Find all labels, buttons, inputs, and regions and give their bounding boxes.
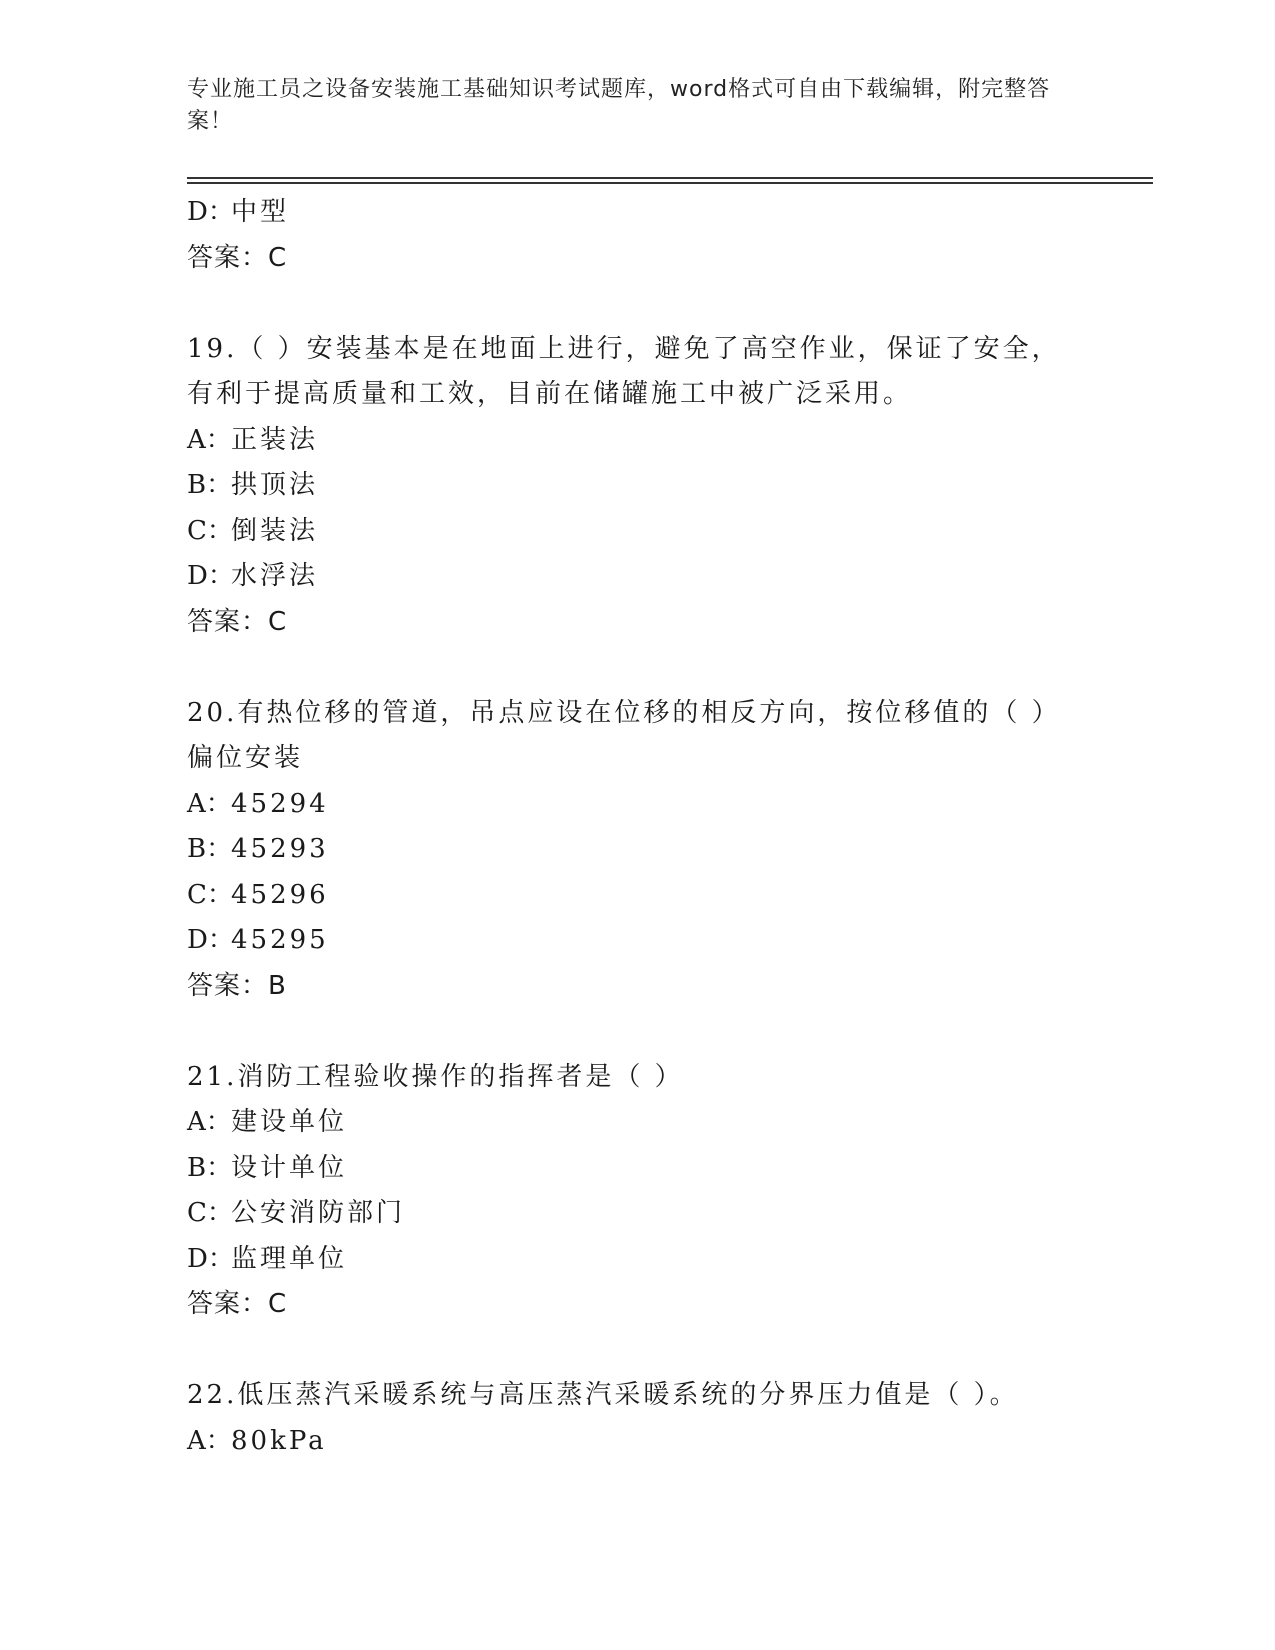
option-b: B：45293 [187,834,329,864]
document-header: 专业施工员之设备安装施工基础知识考试题库，word格式可自由下载编辑，附完整答案！ [187,77,1051,134]
answer-line: 答案：C [187,1289,288,1319]
option-b: B：拱顶法 [187,470,319,500]
answer-line: 答案：B [187,970,287,1001]
option-d: D：水浮法 [187,561,319,591]
question-stem-cont: 偏位安装 [187,743,304,773]
question-stem: 22.低压蒸汽采暖系统与高压蒸汽采暖系统的分界压力值是（ ）。 [187,1380,1019,1410]
question-list [187,190,1087,1464]
option-c: C：倒装法 [187,515,319,546]
option-c: C：公安消防部门 [187,1198,406,1228]
question-stem: 20.有热位移的管道，吊点应设在位移的相反方向，按位移值的（ ） [187,697,1061,728]
option-b: B：设计单位 [187,1152,348,1183]
question-stem: 21.消防工程验收操作的指挥者是（ ） [187,1061,684,1092]
option-a: A：80kPa [187,1425,327,1456]
option-c: C：45296 [187,879,329,910]
header-divider-top [187,177,1153,179]
answer-line: 答案：C [187,242,288,273]
question-stem: 19.（ ）安装基本是在地面上进行，避免了高空作业，保证了安全， [187,333,1061,364]
option-a: A：建设单位 [187,1107,348,1137]
option-d: D：中型 [187,197,290,227]
option-a: A：45294 [187,788,329,819]
option-a: A：正装法 [187,424,319,455]
answer-line: 答案：C [187,606,288,637]
option-d: D：45295 [187,925,329,955]
header-divider-bottom [187,182,1153,184]
question-stem-cont: 有利于提高质量和工效，目前在储罐施工中被广泛采用。 [187,379,913,409]
option-d: D：监理单位 [187,1243,348,1274]
